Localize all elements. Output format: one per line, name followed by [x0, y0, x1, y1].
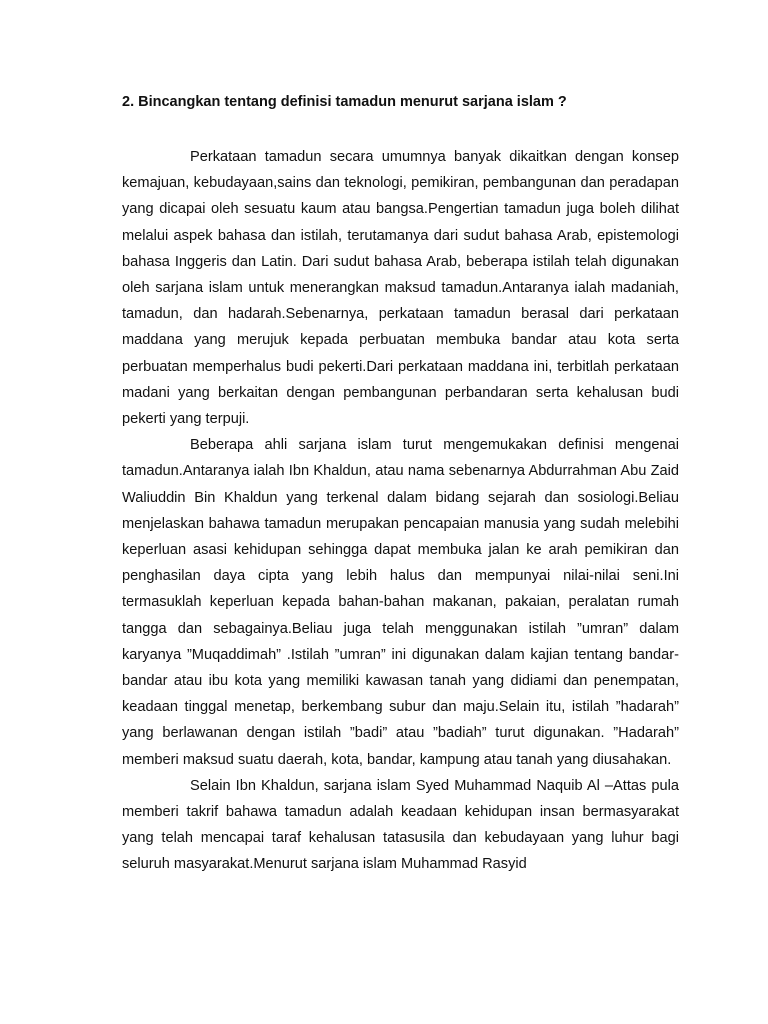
- paragraph-1: Perkataan tamadun secara umumnya banyak dikaitkan dengan konsep kemajuan, kebudayaan,sains dan teknologi, pemikiran, pembangunan dan peradapan yang dicapai oleh sesuatu kaum atau bangsa.Pengertian tamadun juga boleh dilihat melalui aspek bahasa dan istilah, terutamanya dari sudut bahasa Arab, epistemologi bahasa Inggeris dan Latin. Dari sudut bahasa Arab, beberapa istilah telah digunakan oleh sarjana islam untuk menerangkan maksud tamadun.Antaranya ialah madaniah, tamadun, dan hadarah.Sebenarnya, perkataan tamadun berasal dari perkataan maddana yang merujuk kepada perbuatan membuka bandar atau kota serta perbuatan memperhalus budi pekerti.Dari perkataan maddana ini, terbitlah perkataan madani yang berkaitan dengan pembangunan perbandaran serta kehalusan budi pekerti yang terpuji.: [122, 149, 679, 428]
- paragraph-2: Beberapa ahli sarjana islam turut mengemukakan definisi mengenai tamadun.Antaranya ialah Ibn Khaldun, atau nama sebenarnya Abdurrahman Abu Zaid Waliuddin Bin Khaldun yang terkenal dalam bidang sejarah dan sosiologi.Beliau menjelaskan bahawa tamadun merupakan pencapaian manusia yang sudah melebihi keperluan asasi kehidupan sehingga dapat membuka jalan ke arah pemikiran dan penghasilan daya cipta yang lebih halus dan mempunyai nilai-nilai seni.Ini termasuklah keperluan kepada bahan-bahan makanan, pakaian, peralatan rumah tangga dan sebagainya.Beliau juga telah menggunakan istilah ”umran” dalam karyanya ”Muqaddimah” .Istilah ”umran” ini digunakan dalam kajian tentang bandar-bandar atau ibu kota yang memiliki kawasan tanah yang didiami dan penempatan, keadaan tinggal menetap, berkembang subur dan maju.Selain itu, istilah ”hadarah” yang berlawanan dengan istilah ”badi” atau ”badiah” turut digunakan. ”Hadarah” memberi maksud suatu daerah, kota, bandar, kampung atau tanah yang diusahakan.: [122, 437, 679, 768]
- answer-body: [122, 144, 679, 878]
- question-heading: 2. Bincangkan tentang definisi tamadun menurut sarjana islam ?: [122, 94, 567, 110]
- paragraph-3: Selain Ibn Khaldun, sarjana islam Syed Muhammad Naquib Al –Attas pula memberi takrif bahawa tamadun adalah keadaan kehidupan insan bermasyarakat yang telah mencapai taraf kehalusan tatasusila dan kebudayaan yang luhur bagi seluruh masyarakat.Menurut sarjana islam Muhammad Rasyid: [122, 777, 679, 873]
